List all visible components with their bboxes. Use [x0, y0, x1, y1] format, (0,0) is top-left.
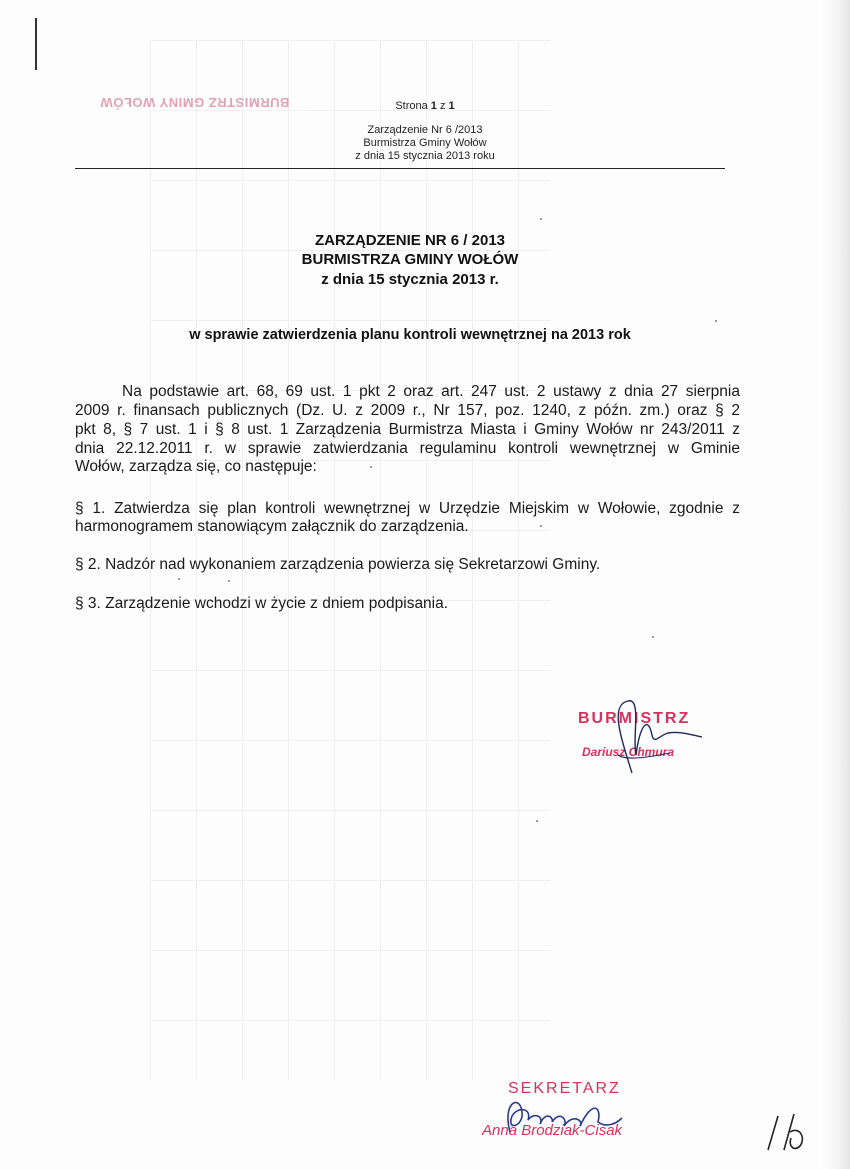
mayor-signature-icon: [590, 695, 710, 785]
speck: [370, 466, 372, 468]
page-total: 1: [448, 100, 455, 112]
para3: § 3. Zarządzenie wchodzi w życie z dniem podpisania.: [75, 595, 449, 612]
speck: [536, 820, 538, 822]
header-ref-line1: Zarządzenie Nr 6 /2013: [367, 124, 483, 136]
para1-line2: harmonogramem stanowiącym załącznik do zarządzenia.: [75, 518, 469, 535]
handwritten-page-number-icon: [760, 1110, 810, 1155]
speck: [540, 218, 542, 220]
mayor-stamp-title: BURMISTRZ: [578, 710, 691, 727]
subject-line: w sprawie zatwierdzenia planu kontroli wewnętrznej na 2013 rok: [189, 327, 631, 343]
title-line3: z dnia 15 stycznia 2013 r.: [321, 271, 499, 288]
header-ref-line2: Burmistrza Gminy Wołów: [363, 137, 487, 149]
page-number: [300, 100, 550, 113]
page-of: z: [439, 100, 446, 112]
para2: § 2. Nadzór nad wykonaniem zarządzenia powierza się Sekretarzowi Gminy.: [75, 556, 601, 573]
preamble-line5: Wołów, zarządza się, co następuje:: [75, 458, 317, 475]
preamble-line4: dnia 22.12.2011 r. w sprawie zatwierdzania regulaminu kontroli wewnętrznej w Gminie: [75, 440, 740, 457]
mirrored-stamp-imprint: BURMISTRZ GMINY WOŁÓW: [100, 95, 290, 110]
title-line2: BURMISTRZA GMINY WOŁÓW: [301, 251, 519, 268]
scan-edge: [820, 0, 850, 1169]
para1-line1: § 1. Zatwierdza się plan kontroli wewnętrznej w Urzędzie Miejskim w Wołowie, zgodnie z: [75, 500, 740, 517]
speck: [715, 320, 717, 322]
page-label: Strona: [395, 100, 428, 112]
title-line1: ZARZĄDZENIE NR 6 / 2013: [314, 232, 506, 249]
speck: [652, 636, 654, 638]
speck: [178, 578, 180, 580]
punch-hole-mark: [35, 18, 37, 70]
preamble-line2: 2009 r. finansach publicznych (Dz. U. z 2009 r., Nr 157, poz. 1240, z późn. zm.) oraz § 2: [75, 402, 740, 419]
secretary-signature-icon: [488, 1092, 638, 1152]
secretary-stamp-title: SEKRETARZ: [508, 1080, 621, 1097]
header-rule: [75, 168, 725, 169]
secretary-stamp-name: Anna Brodziak-Cisak: [482, 1122, 623, 1139]
preamble-line1: Na podstawie art. 68, 69 ust. 1 pkt 2 oraz art. 247 ust. 2 ustawy z dnia 27 sierpnia: [122, 383, 740, 400]
mayor-stamp-name: Dariusz Chmura: [582, 745, 675, 759]
speck: [228, 580, 230, 582]
speck: [540, 525, 542, 527]
page-current: 1: [430, 100, 437, 112]
header-ref-line3: z dnia 15 stycznia 2013 roku: [355, 150, 495, 162]
preamble-line3: pkt 8, § 7 ust. 1 i § 8 ust. 1 Zarządzenia Burmistrza Miasta i Gminy Wołów nr 243/2011 z: [75, 421, 740, 438]
